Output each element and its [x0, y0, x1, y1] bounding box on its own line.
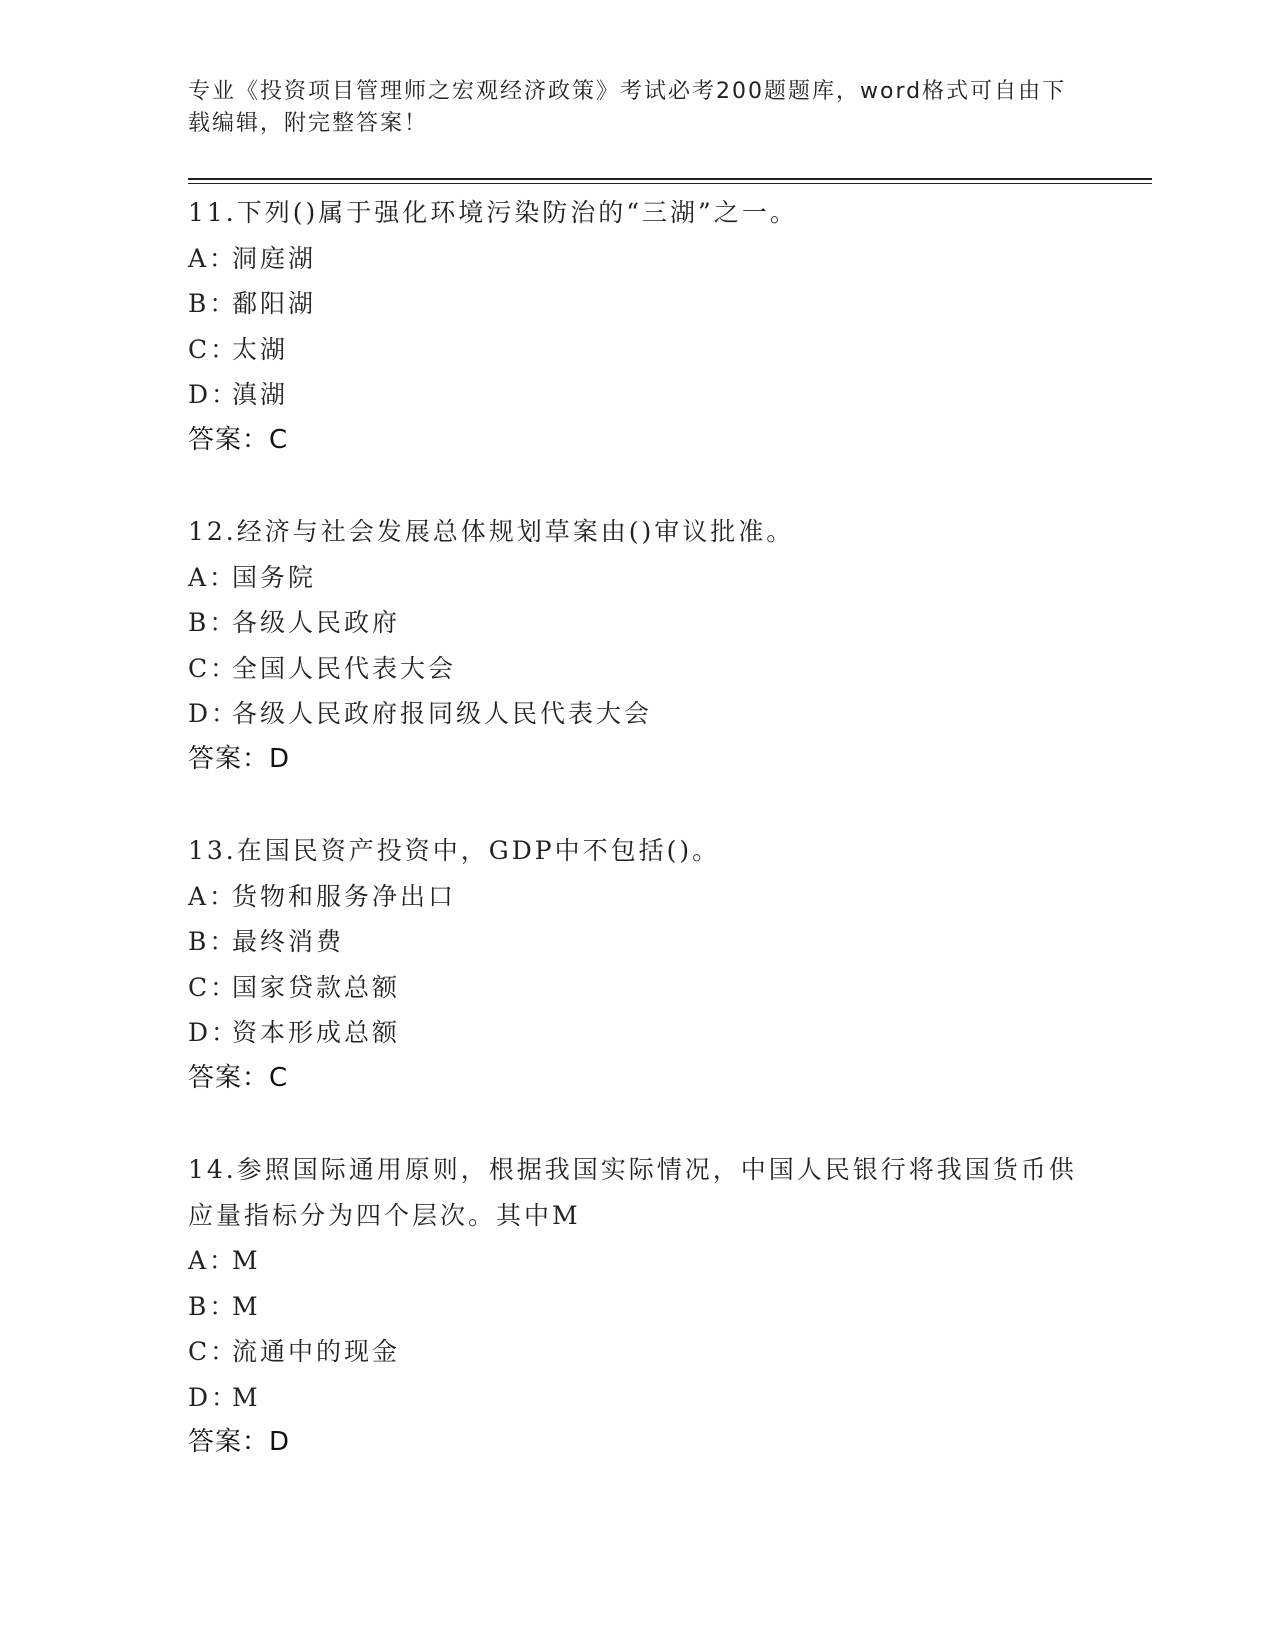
header-divider-thin — [188, 183, 1152, 184]
option-list — [188, 874, 1088, 1056]
option-c — [188, 965, 1088, 1011]
option-text: M — [232, 1382, 261, 1412]
option-b — [188, 281, 1088, 327]
option-text: 各级人民政府报同级人民代表大会 — [232, 699, 653, 728]
document-header: 专业《投资项目管理师之宏观经济政策》考试必考200题题库，word格式可自由下载编辑，附完整答案！ — [188, 79, 1067, 136]
question-text: 11.下列()属于强化环境污染防治的“三湖”之一。 — [188, 198, 798, 227]
question-12 — [188, 509, 1088, 782]
question-text: 13.在国民资产投资中，GDP中不包括()。 — [188, 836, 721, 865]
option-label: D： — [188, 699, 240, 728]
option-text: 国家贷款总额 — [232, 972, 401, 1002]
option-a — [188, 1238, 1088, 1284]
option-c — [188, 327, 1088, 373]
option-label: D： — [188, 380, 240, 409]
option-text: 太湖 — [232, 334, 289, 364]
option-a — [188, 874, 1088, 920]
option-d — [188, 372, 1088, 418]
option-b — [188, 600, 1088, 646]
option-d — [188, 691, 1088, 737]
option-d — [188, 1010, 1088, 1056]
option-text: 各级人民政府 — [232, 608, 401, 637]
header-divider-thick — [188, 178, 1152, 180]
answer: 答案：C — [188, 1062, 289, 1093]
option-label: B： — [188, 1291, 238, 1321]
option-b — [188, 1284, 1088, 1330]
option-text: 货物和服务净出口 — [232, 881, 457, 911]
option-label: C： — [188, 653, 239, 683]
option-label: C： — [188, 972, 239, 1002]
question-11 — [188, 190, 1088, 463]
option-label: A： — [188, 562, 238, 592]
option-list — [188, 555, 1088, 737]
option-label: D： — [188, 1018, 240, 1047]
option-text: M — [232, 1291, 261, 1321]
option-text: 鄱阳湖 — [232, 289, 317, 318]
question-14 — [188, 1147, 1088, 1466]
answer: 答案：C — [188, 424, 289, 455]
question-13 — [188, 828, 1088, 1101]
option-text: 国务院 — [232, 562, 317, 592]
option-label: C： — [188, 334, 239, 364]
option-b — [188, 919, 1088, 965]
option-label: A： — [188, 881, 238, 911]
option-text: 资本形成总额 — [232, 1018, 401, 1047]
answer: 答案：D — [188, 743, 291, 774]
option-a — [188, 555, 1088, 601]
option-label: B： — [188, 608, 238, 637]
option-text: 滇湖 — [232, 380, 289, 409]
question-list — [188, 190, 1088, 1512]
option-text: 全国人民代表大会 — [232, 653, 457, 683]
answer: 答案：D — [188, 1427, 291, 1457]
option-list — [188, 1238, 1088, 1420]
option-c — [188, 1329, 1088, 1375]
question-text: 14.参照国际通用原则，根据我国实际情况，中国人民银行将我国货币供应量指标分为四个层次。其中M — [188, 1155, 1077, 1230]
option-a — [188, 236, 1088, 282]
option-label: D： — [188, 1382, 240, 1412]
option-label: B： — [188, 927, 238, 956]
option-label: A： — [188, 1246, 238, 1275]
option-list — [188, 236, 1088, 418]
option-label: C： — [188, 1337, 239, 1366]
option-label: A： — [188, 243, 238, 273]
option-text: 流通中的现金 — [232, 1337, 401, 1366]
option-label: B： — [188, 289, 238, 318]
question-text: 12.经济与社会发展总体规划草案由()审议批准。 — [188, 517, 795, 546]
option-text: 洞庭湖 — [232, 243, 317, 273]
option-text: M — [232, 1246, 261, 1275]
option-c — [188, 646, 1088, 692]
option-text: 最终消费 — [232, 927, 345, 956]
option-d — [188, 1375, 1088, 1421]
